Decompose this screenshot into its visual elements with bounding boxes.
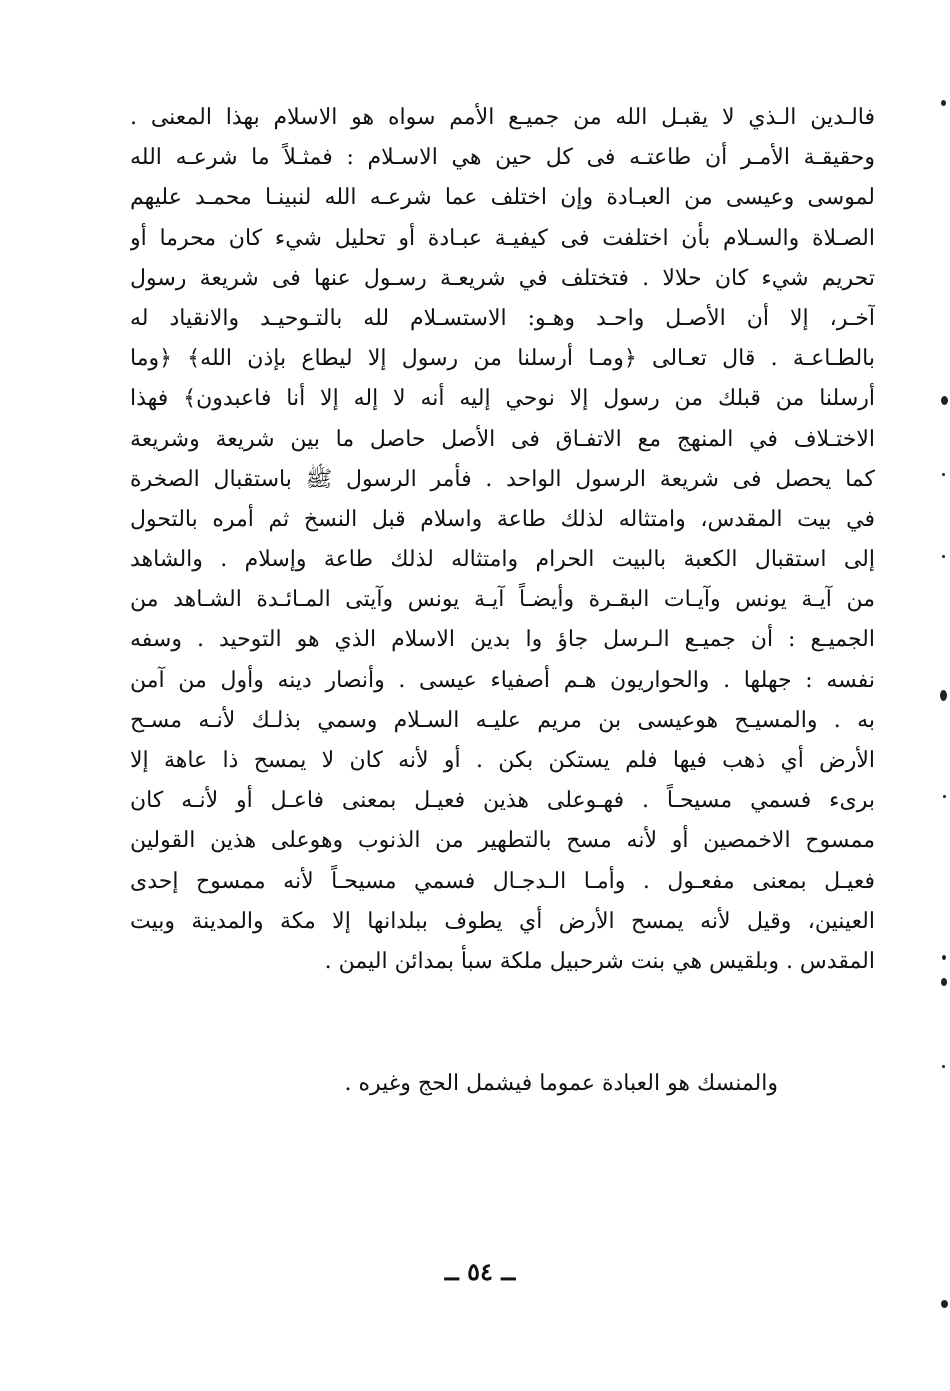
paragraph-line: لموسى وعيسى من العبـادة وإن اختلف عما شرعـه الله لنبينـا محمـد عليهم <box>130 185 875 211</box>
paragraph-line: الاختـلاف في المنهج مع الاتفـاق فى الأصل حاصل ما بين شريعة وشريعة <box>130 426 875 452</box>
scan-speck <box>942 473 945 476</box>
page-number: ــ ٥٤ ــ <box>444 1257 516 1286</box>
paragraph-line: كما يحصل فى شريعة الرسول الواحد . فأمر الرسول ﷺ باستقبال الصخرة <box>130 466 875 492</box>
main-paragraph <box>130 98 875 982</box>
paragraph-line: نفسه : جهلها . والحواريون هـم أصفياء عيسى . وأنصار دينه وأول من آمن <box>130 667 875 693</box>
paragraph-line: من آيـة يونس وآيـات البقـرة وأيضـاً آيـة يونس وآيتى المـائـدة الشـاهد من <box>130 587 875 613</box>
paragraph-line: الأرض أي ذهب فيها فلم يستكن بكن . أو لأنه كان لا يمسح ذا عاهة إلا <box>130 748 875 773</box>
paragraph-line: برىء فسمي مسيحـاً . فهـوعلى هذين فعيـل بمعنى فاعـل أو لأنـه كان <box>130 788 875 814</box>
paragraph-line: إلى استقبال الكعبة بالبيت الحرام وامتثاله لذلك طاعة وإسلام . والشاهد <box>130 547 875 573</box>
paragraph-line: الجميـع : أن جميـع الـرسل جاؤ وا بدين الاسلام الذي هو التوحيد . وسفه <box>130 627 875 653</box>
scan-speck <box>943 795 946 798</box>
scan-speck <box>941 1300 948 1308</box>
scan-speck <box>940 690 947 701</box>
paragraph-line: آخـر، إلا أن الأصـل واحـد وهـو: الاستسـلام لله بالتـوحيـد والانقياد له <box>130 305 875 331</box>
paragraph-line: المقدس . وبلقيس هي بنت شرحبيل ملكة سبأ بمدائن اليمن . <box>324 948 875 974</box>
paragraph-line: فالـدين الـذي لا يقبـل الله من جميـع الأمم سواه هو الاسلام بهذا المعنى . <box>130 105 875 130</box>
paragraph-line: فعيـل بمعنى مفعـول . وأمـا الـدجـال فسمي مسيحـاً لأنه ممسوح إحدى <box>130 868 875 894</box>
scan-speck <box>941 396 948 405</box>
paragraph-line: به . والمسيـح هوعيسى بن مريم عليـه السـلام وسمي بذلـك لأنـه مسـح <box>130 707 875 733</box>
scan-speck <box>942 1065 945 1068</box>
scan-speck <box>942 555 945 558</box>
paragraph-line: ممسوح الاخمصين أو لأنه مسح بالتطهير من الذنوب وهوعلى هذين القولين <box>130 828 875 854</box>
paragraph-line: بالطـاعـة . قال تعـالى ﴿ومـا أرسلنا من رسول إلا ليطاع بإذن الله﴾ ﴿وما <box>130 346 875 372</box>
scan-speck <box>941 100 946 106</box>
paragraph-line: الصـلاة والسـلام بأن اختلفت فى كيفيـة عبـادة أو تحليل شيء كان محرما أو <box>130 225 875 251</box>
paragraph-line: وحقيقـة الأمـر أن طاعتـه فى كل حين هي الاسـلام : فمثـلاً ما شرعـه الله <box>130 145 875 171</box>
closing-line: والمنسك هو العبادة عموما فيشمل الحج وغيره . <box>344 1071 778 1096</box>
paragraph-line: تحريم شيء كان حلالا . فتختلف في شريعـة رسـول عنها فى شريعة رسول <box>130 265 875 291</box>
paragraph-line: أرسلنا من قبلك من رسول إلا نوحي إليه أنه لا إله إلا أنا فاعبدون﴾ فهذا <box>130 386 875 412</box>
scan-speck <box>942 955 946 960</box>
paragraph-line: في بيت المقدس، وامتثاله لذلك طاعة واسلام قبل النسخ ثم أمره بالتحول <box>130 506 875 532</box>
scan-speck <box>941 978 947 986</box>
paragraph-line: العينين، وقيل لأنه يمسح الأرض أي يطوف ببلدانها إلا مكة والمدينة وبيت <box>130 908 875 934</box>
